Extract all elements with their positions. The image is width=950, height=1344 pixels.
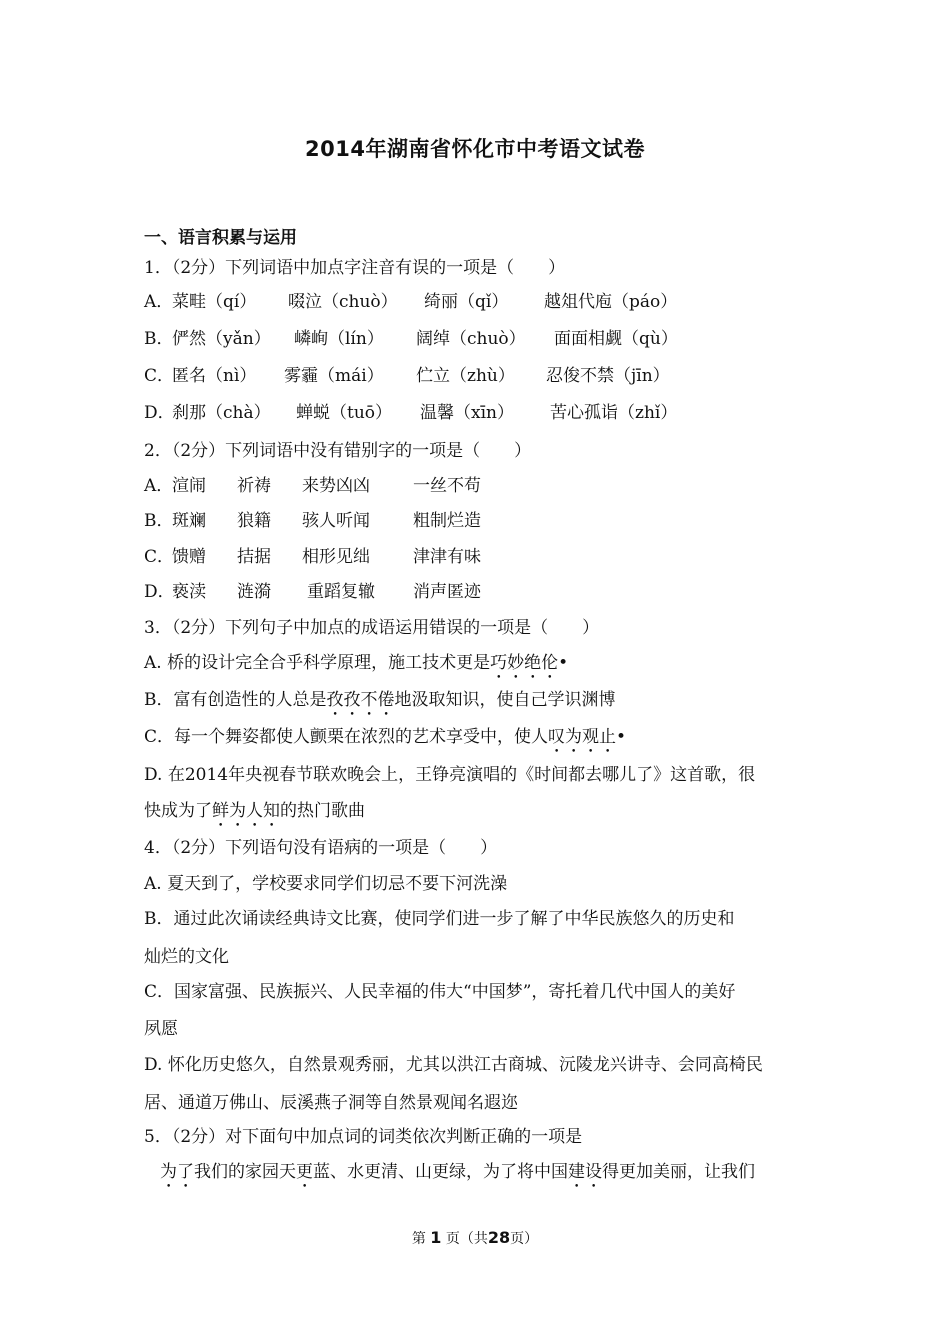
section-heading: 一、语言积累与运用 xyxy=(144,228,297,248)
page-number: 1 xyxy=(430,1228,442,1247)
question-3-option-a: A. 桥的设计完全合乎科学原理，施工技术更是巧妙绝伦• xyxy=(144,653,569,673)
question-5-passage: 为了我们的家园天更蓝、水更清、山更绿，为了将中国建设得更加美丽，让我们 xyxy=(160,1162,755,1182)
question-3-stem: 3．（2分）下列句子中加点的成语运用错误的一项是（ ） xyxy=(144,618,600,638)
question-4-option-b-line2: 灿烂的文化 xyxy=(144,947,229,967)
emphasized-idiom: 叹为观止 xyxy=(548,727,617,747)
question-4-option-b-line1: B．通过此次诵读经典诗文比赛，使同学们进一步了解了中华民族悠久的历史和 xyxy=(144,909,735,929)
question-2-option-a: A．渲闹 祈祷 来势凶凶 一丝不苟 xyxy=(144,476,481,496)
question-4-option-a: A. 夏天到了，学校要求同学们切忌不要下河洗澡 xyxy=(144,874,508,894)
question-5-stem: 5．（2分）对下面句中加点词的词类依次判断正确的一项是 xyxy=(144,1127,583,1147)
page-title: 2014年湖南省怀化市中考语文试卷 xyxy=(305,137,645,161)
question-4-option-c-line1: C．国家富强、民族振兴、人民幸福的伟大“中国梦”，寄托着几代中国人的美好 xyxy=(144,982,736,1002)
question-2-option-c: C．馈赠 拮据 相形见绌 津津有味 xyxy=(144,547,481,567)
emphasized-word: 建设 xyxy=(568,1162,602,1182)
question-3-option-d-line2: 快成为了鲜为人知的热门歌曲 xyxy=(144,801,365,821)
emphasized-word: 更 xyxy=(296,1162,313,1182)
question-1-stem: 1．（2分）下列词语中加点字注音有误的一项是（ ） xyxy=(144,258,566,278)
question-3-option-d-line1: D. 在2014年央视春节联欢晚会上，王铮亮演唱的《时间都去哪儿了》这首歌，很 xyxy=(144,765,756,785)
emphasized-idiom: 巧妙绝伦 xyxy=(490,653,559,673)
question-4-stem: 4．（2分）下列语句没有语病的一项是（ ） xyxy=(144,838,498,858)
question-3-option-b: B．富有创造性的人总是孜孜不倦地汲取知识，使自己学识渊博 xyxy=(144,690,616,710)
question-4-option-c-line2: 夙愿 xyxy=(144,1019,178,1039)
question-1-option-a: A．菜畦（qí） 啜泣（chuò） 绮丽（qǐ） 越俎代庖（páo） xyxy=(144,292,678,312)
question-1-option-d: D．刹那（chà） 蝉蜕（tuō） 温馨（xīn） 苦心孤诣（zhǐ） xyxy=(144,403,678,423)
emphasized-idiom: 鲜为人知 xyxy=(212,801,280,821)
question-1-option-c: C．匿名（nì） 雾霾（mái） 伫立（zhù） 忍俊不禁（jīn） xyxy=(144,366,670,386)
page-footer: 第 1 页（共28页） xyxy=(411,1228,539,1247)
emphasized-idiom: 孜孜不倦 xyxy=(326,690,395,710)
question-2-stem: 2．（2分）下列词语中没有错别字的一项是（ ） xyxy=(144,441,532,461)
question-2-option-d: D．亵渎 涟漪 重蹈复辙 消声匿迹 xyxy=(144,582,481,602)
page-total: 28 xyxy=(487,1228,511,1247)
emphasized-word: 为了 xyxy=(160,1162,194,1182)
question-1-option-b: B．俨然（yǎn） 嶙峋（lín） 阔绰（chuò） 面面相觑（qù） xyxy=(144,329,678,349)
question-2-option-b: B．斑斓 狼籍 骇人听闻 粗制烂造 xyxy=(144,511,481,531)
question-4-option-d-line1: D. 怀化历史悠久，自然景观秀丽，尤其以洪江古商城、沅陵龙兴讲寺、会同高椅民 xyxy=(144,1055,763,1075)
question-4-option-d-line2: 居、通道万佛山、辰溪燕子洞等自然景观闻名遐迩 xyxy=(144,1093,518,1113)
question-3-option-c: C．每一个舞姿都使人颤栗在浓烈的艺术享受中，使人叹为观止• xyxy=(144,727,627,747)
